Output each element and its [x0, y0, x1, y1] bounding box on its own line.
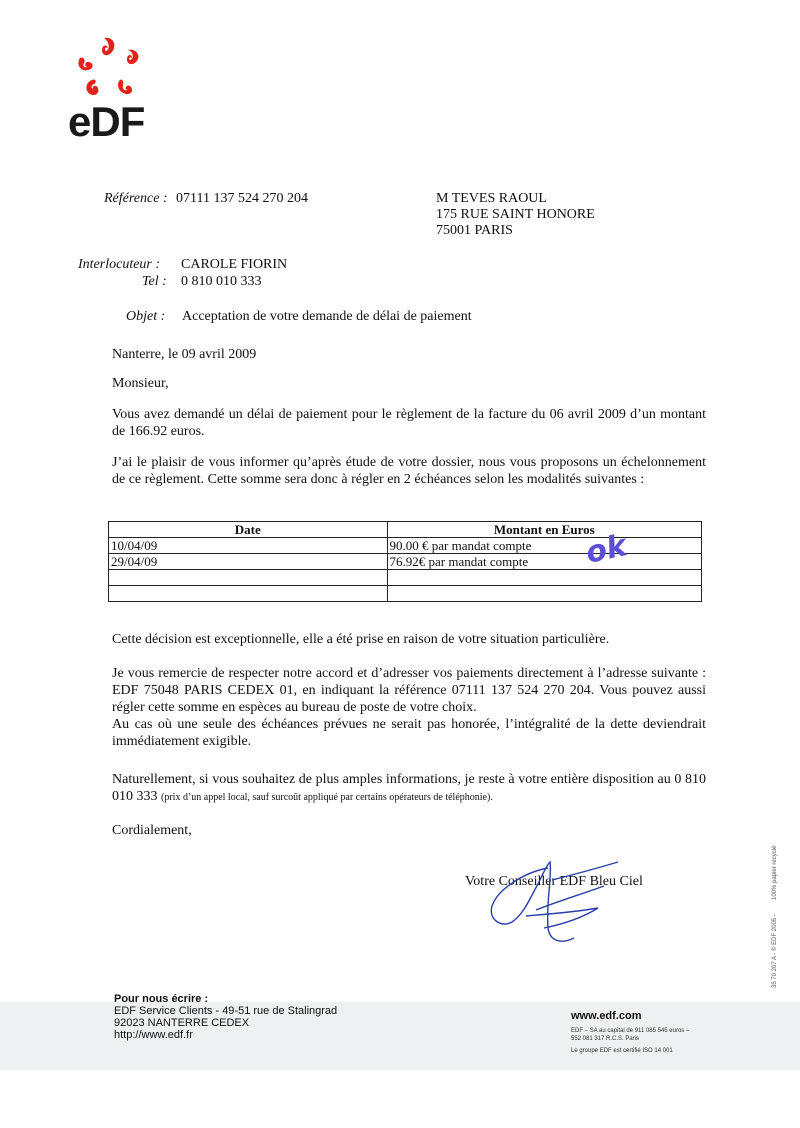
- footer-write-label: Pour nous écrire :: [114, 993, 209, 1005]
- edf-logo-text: eDF: [68, 98, 145, 145]
- footer-address: [114, 993, 337, 1041]
- cell-amount: [387, 586, 701, 602]
- reference-label: Référence :: [104, 191, 168, 206]
- footer-address-line: 92023 NANTERRE CEDEX: [114, 1017, 250, 1029]
- table-row: [109, 586, 702, 602]
- recycled-paper-note: 100% papier recyclé: [772, 845, 778, 900]
- footer-site[interactable]: www.edf.com: [571, 1010, 642, 1022]
- legal-line: Le groupe EDF est certifié ISO 14 001: [571, 1048, 673, 1054]
- object-value: Acceptation de votre demande de délai de paiement: [182, 309, 472, 324]
- object-label: Objet :: [126, 309, 166, 324]
- edf-sun-icon: [72, 36, 156, 106]
- recipient-block: [436, 191, 595, 239]
- recipient-street: 175 RUE SAINT HONORE: [436, 207, 595, 222]
- contact-info-note: (prix d’un appel local, sauf surcoût appliqué par certains opérateurs de téléphonie).: [161, 792, 493, 803]
- contact-label: Interlocuteur :: [78, 257, 161, 272]
- paragraph-request: Vous avez demandé un délai de paiement pour le règlement de la facture du 06 avril 2009 d’un montant de 166.92 euros.: [112, 407, 706, 439]
- date-line: Nanterre, le 09 avril 2009: [112, 347, 257, 362]
- paragraph-exceptional: Cette décision est exceptionnelle, elle a été prise en raison de votre situation particulière.: [112, 632, 610, 647]
- salutation: Monsieur,: [112, 376, 169, 391]
- legal-line: 552 081 317 R.C.S. Paris: [571, 1036, 640, 1042]
- signature-title: Votre Conseiller EDF Bleu Ciel: [465, 874, 643, 889]
- cell-amount: [387, 570, 701, 586]
- paragraph-payment-address: Je vous remercie de respecter notre accord et d’adresser vos paiements directement à l’adresse suivante : EDF 75048 PARIS CEDEX 01, en indiquant la référence 07111 137 524 270 204. Vous pouvez aussi régler cette somme en espèces au bureau de poste de votre choix.: [112, 666, 706, 715]
- print-code-vertical: 35 70 207 A - © EDF 2005 -: [772, 914, 778, 988]
- reference-value: 07111 137 524 270 204: [176, 191, 308, 206]
- paragraph-proposal: J’ai le plaisir de vous informer qu’après étude de votre dossier, nous vous proposons un échelonnement de ce règlement. Cette somme sera donc à régler en 2 échéances selon les modalités suivantes :: [112, 455, 706, 487]
- cell-amount: 76.92€ par mandat compte: [387, 554, 701, 570]
- tel-label: Tel :: [142, 274, 167, 289]
- cell-date: [109, 570, 388, 586]
- legal-line: EDF – SA au capital de 911 085 545 euros –: [571, 1028, 690, 1034]
- recipient-city: 75001 PARIS: [436, 223, 513, 238]
- closing: Cordialement,: [112, 823, 192, 838]
- handwritten-ok-annotation: ok: [582, 528, 630, 571]
- cell-date: 29/04/09: [109, 554, 388, 570]
- edf-logo: [68, 36, 158, 146]
- footer-address-line: EDF Service Clients - 49-51 rue de Stalingrad: [114, 1005, 338, 1017]
- tel-value: 0 810 010 333: [181, 274, 262, 289]
- column-header-amount: Montant en Euros: [387, 522, 701, 538]
- paragraph-contact-info: [112, 771, 706, 806]
- handwritten-signature: [486, 858, 626, 948]
- cell-amount: 90.00 € par mandat compte: [387, 538, 701, 554]
- recipient-name: M TEVES RAOUL: [436, 191, 547, 206]
- cell-date: 10/04/09: [109, 538, 388, 554]
- paragraph-default: Au cas où une seule des échéances prévues ne serait pas honorée, l’intégralité de la dette deviendrait immédiatement exigible.: [112, 717, 706, 749]
- footer-legal: [571, 1027, 689, 1055]
- table-row: [109, 570, 702, 586]
- cell-date: [109, 586, 388, 602]
- footer-website-link[interactable]: http://www.edf.fr: [114, 1029, 193, 1041]
- contact-info-text: Naturellement, si vous souhaitez de plus amples informations, je reste à votre entière disposition au 0 810 010 333: [112, 772, 706, 804]
- contact-value: CAROLE FIORIN: [181, 257, 288, 272]
- column-header-date: Date: [109, 522, 388, 538]
